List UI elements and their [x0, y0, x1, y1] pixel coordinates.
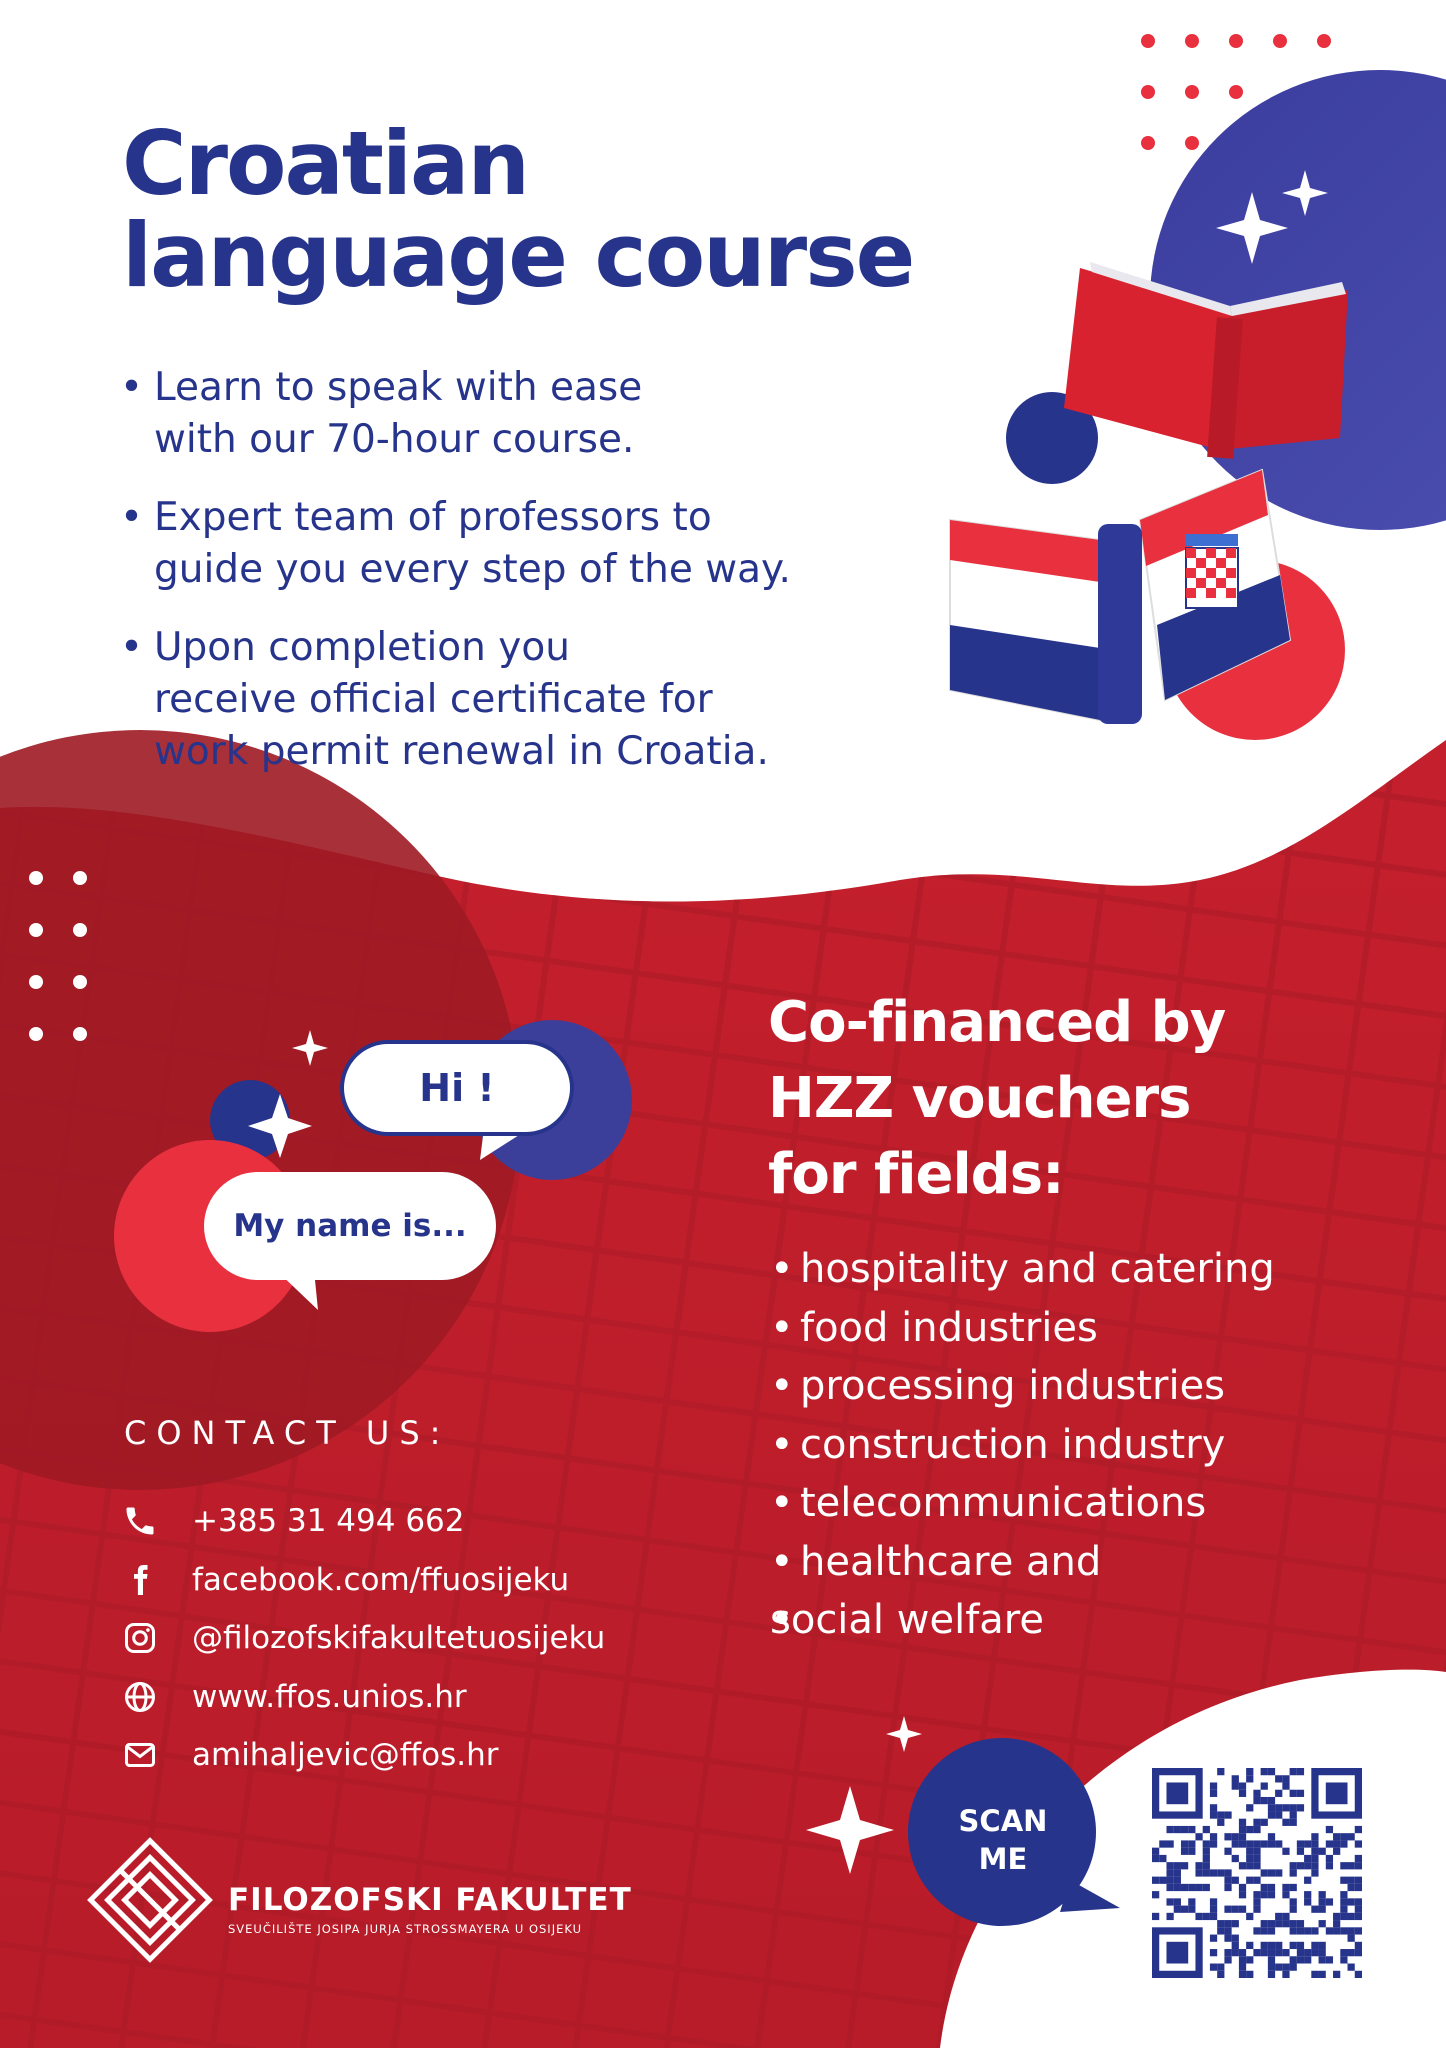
- logo-subtitle: SVEUČILIŠTE JOSIPA JURJA STROSSMAYERA U OSIJEKU: [228, 1922, 583, 1936]
- contact-website[interactable]: [122, 1668, 605, 1727]
- list-item: • Learn to speak with ease with our 70-hour course.: [120, 362, 920, 466]
- list-item: • food industries: [770, 1299, 1410, 1358]
- speech-bubble-hi: Hi !: [340, 1040, 574, 1136]
- contact-email-text: amihaljevic@ffos.hr: [192, 1737, 499, 1774]
- faculty-logo: [228, 1882, 632, 1936]
- contact-instagram[interactable]: [122, 1609, 605, 1668]
- contact-title: CONTACT US:: [124, 1414, 451, 1452]
- list-item: • telecommunications: [770, 1474, 1410, 1533]
- contact-phone[interactable]: [122, 1492, 605, 1551]
- list-item: • construction industry: [770, 1416, 1410, 1475]
- facebook-icon: [122, 1562, 158, 1598]
- list-item: • processing industries: [770, 1357, 1410, 1416]
- title-line-2: language course: [122, 204, 914, 307]
- fields-list: [770, 1240, 1410, 1650]
- list-item-continuation: • social welfare: [770, 1591, 1410, 1650]
- contact-facebook[interactable]: [122, 1551, 605, 1610]
- logo-name: FILOZOFSKI FAKULTET: [228, 1882, 632, 1918]
- qr-code[interactable]: [1152, 1768, 1362, 1978]
- list-item: • hospitality and catering: [770, 1240, 1410, 1299]
- instagram-icon: [122, 1620, 158, 1656]
- phone-icon: [122, 1503, 158, 1539]
- contact-instagram-text: @filozofskifakultetuosijeku: [192, 1620, 606, 1657]
- speech-bubble-my-name: My name is...: [204, 1172, 496, 1280]
- list-item: • Expert team of professors to guide you every step of the way.: [120, 492, 920, 596]
- contact-list: [122, 1492, 605, 1785]
- course-benefits-list: [120, 362, 920, 804]
- contact-facebook-text: facebook.com/ffuosijeku: [192, 1561, 570, 1598]
- title-line-1: Croatian: [122, 112, 529, 215]
- contact-website-text: www.ffos.unios.hr: [192, 1678, 467, 1715]
- globe-icon: [122, 1679, 158, 1715]
- contact-phone-text: +385 31 494 662: [192, 1503, 465, 1540]
- mail-icon: [122, 1737, 158, 1773]
- cofinanced-heading: Co-financed by HZZ vouchers for fields:: [768, 990, 1226, 1207]
- list-item: • Upon completion you receive official certificate for work permit renewal in Croatia.: [120, 622, 920, 778]
- list-item: • healthcare and: [770, 1533, 1410, 1592]
- contact-email[interactable]: [122, 1726, 605, 1785]
- scan-me-bubble: SCAN ME: [958, 1804, 1048, 1876]
- page-title: [122, 112, 914, 307]
